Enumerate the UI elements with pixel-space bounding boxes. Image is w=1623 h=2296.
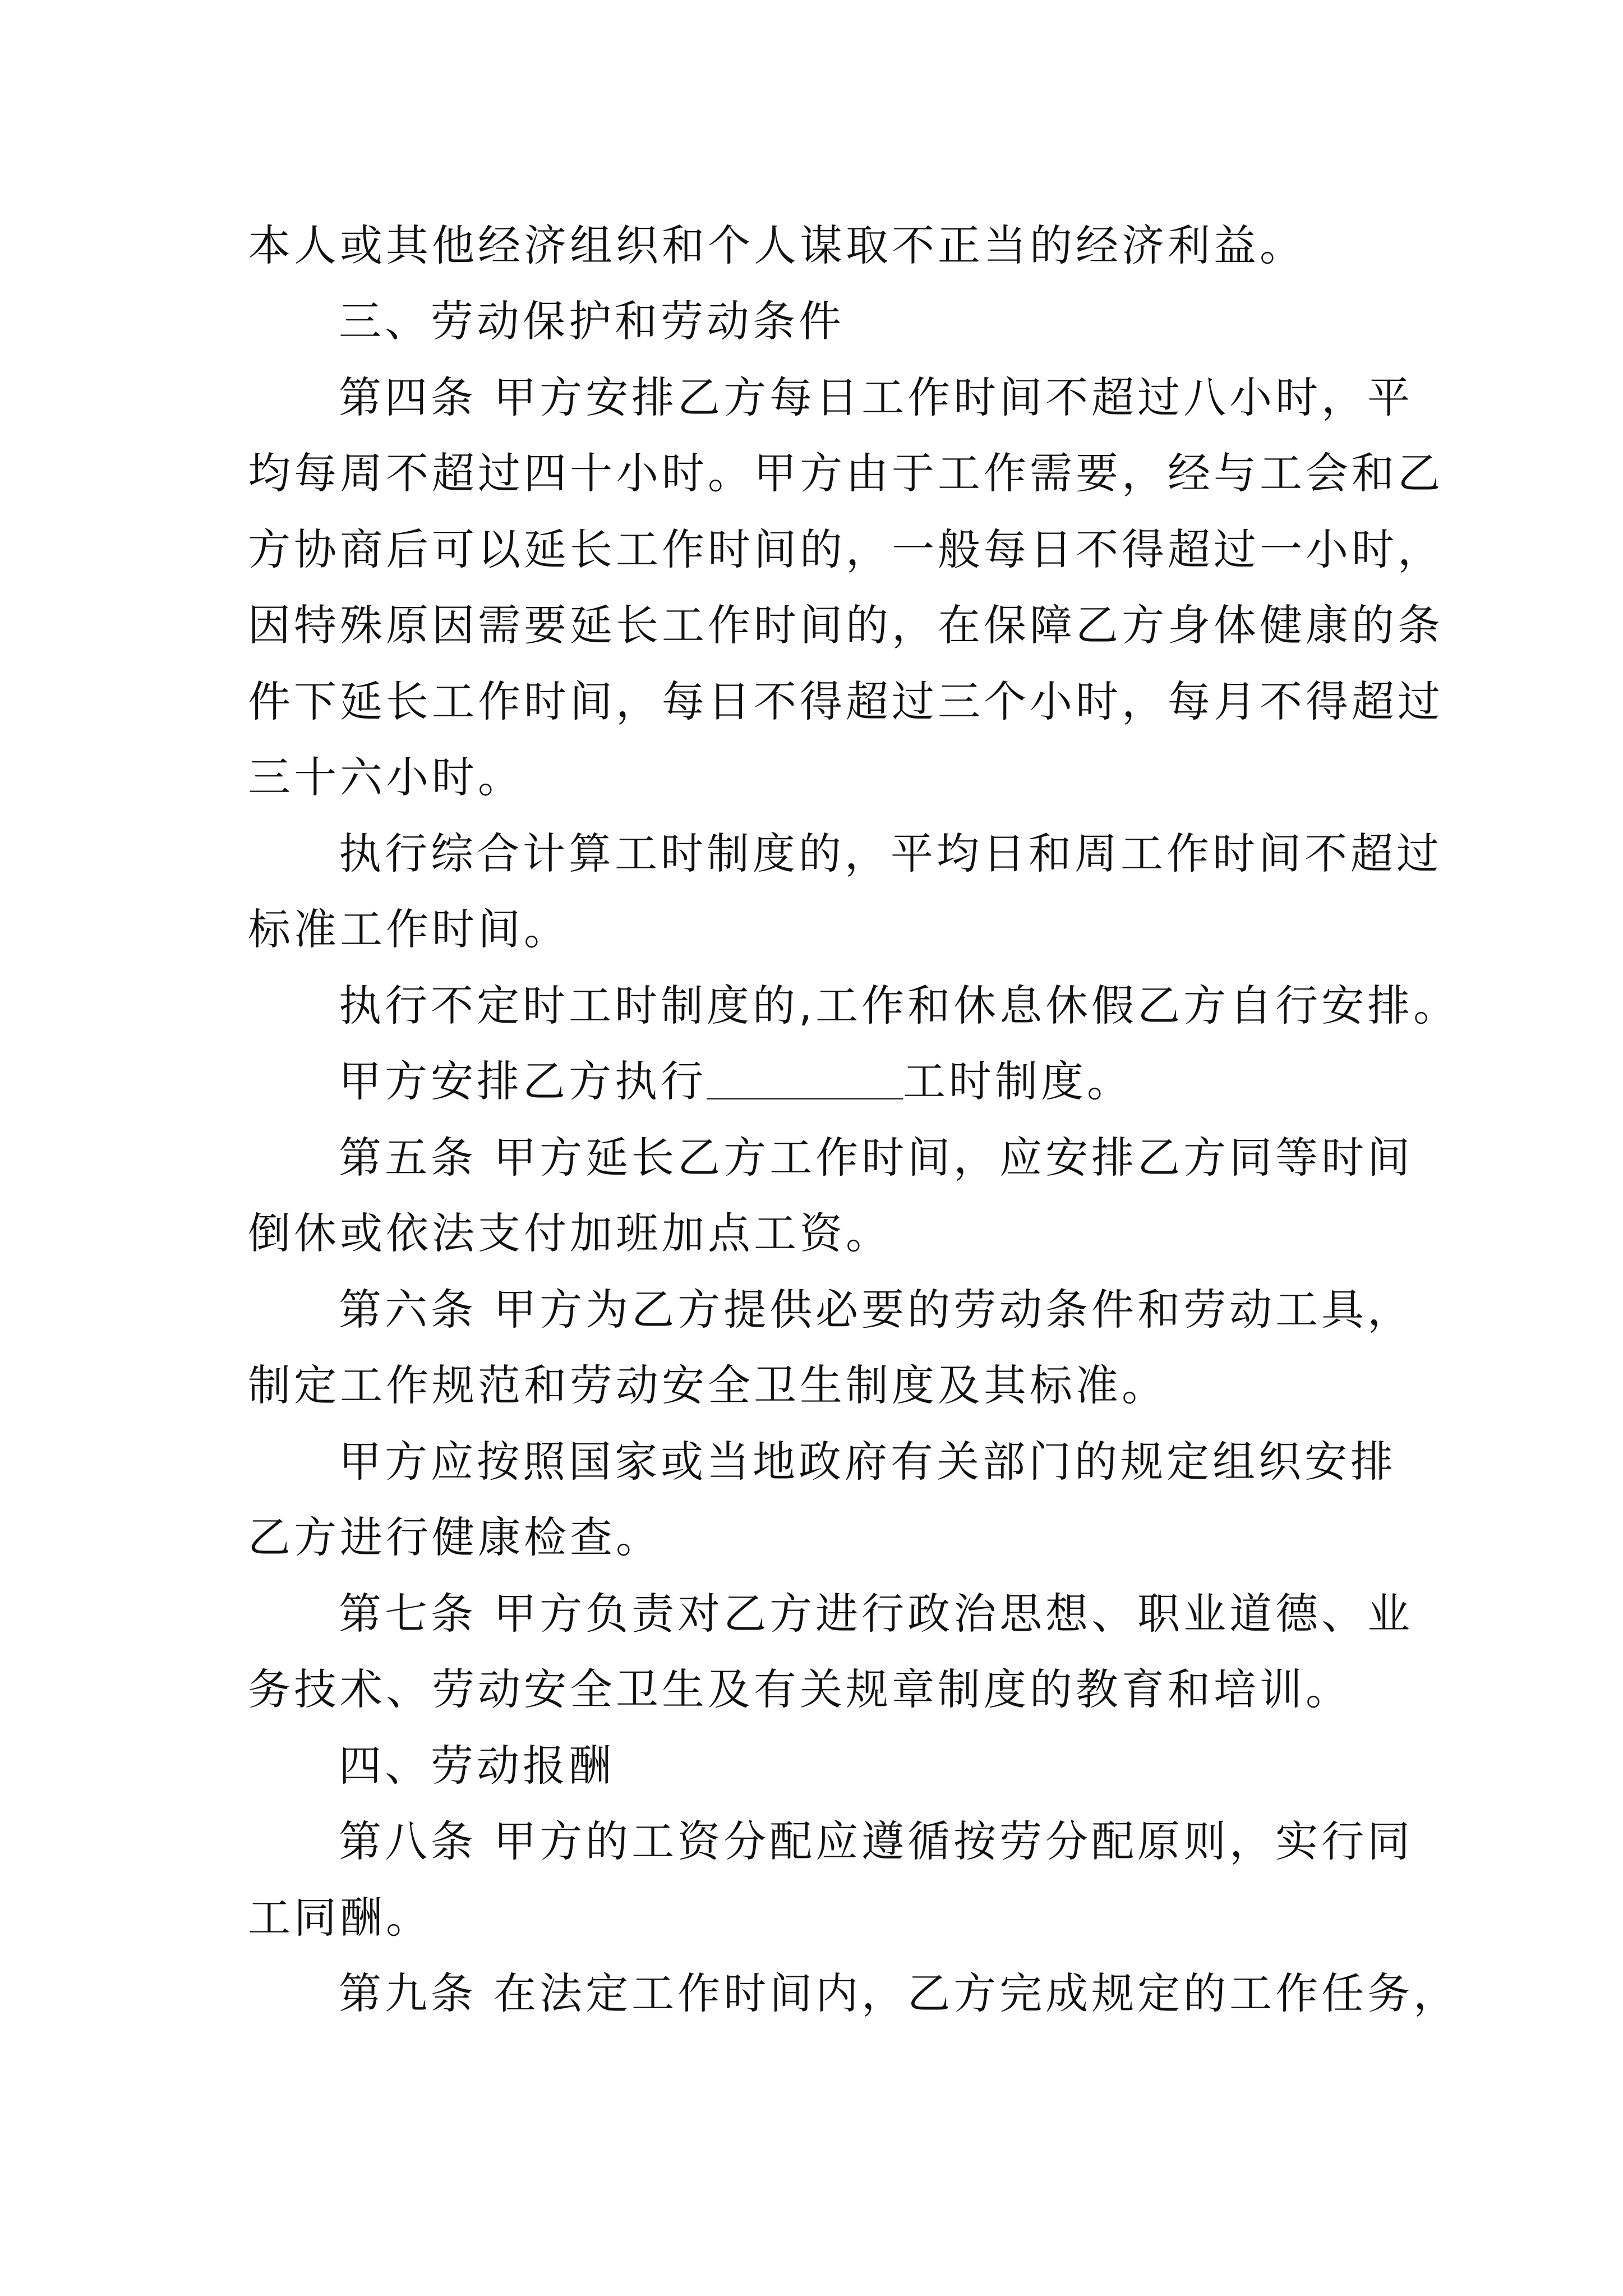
text-line: 制定工作规范和劳动安全卫生制度及其标准。 xyxy=(248,1360,1168,1410)
text-line-with-blank xyxy=(339,1053,1133,1110)
fill-in-blank[interactable] xyxy=(707,1054,903,1099)
text-line: 工同酬。 xyxy=(248,1893,432,1943)
text-line: 第五条 甲方延长乙方工作时间，应安排乙方同等时间 xyxy=(339,1133,1414,1182)
text-line: 务技术、劳动安全卫生及有关规章制度的教育和培训。 xyxy=(248,1664,1352,1714)
text-line: 第八条 甲方的工资分配应遵循按劳分配原则，实行同 xyxy=(339,1816,1414,1866)
text-line: 三十六小时。 xyxy=(248,752,524,802)
text-line: 执行综合计算工时制度的，平均日和周工作时间不超过 xyxy=(339,829,1442,878)
text-segment: 工时制度。 xyxy=(903,1056,1133,1106)
text-line: 第九条 在法定工作时间内，乙方完成规定的工作任务， xyxy=(339,1968,1460,2018)
text-line: 均每周不超过四十小时。甲方由于工作需要，经与工会和乙 xyxy=(248,448,1444,498)
text-line: 第七条 甲方负责对乙方进行政治思想、职业道德、业 xyxy=(339,1589,1414,1639)
text-line: 第四条 甲方安排乙方每日工作时间不超过八小时，平 xyxy=(339,372,1414,422)
text-line: 执行不定时工时制度的,工作和休息休假乙方自行安排。 xyxy=(339,981,1460,1030)
text-line: 倒休或依法支付加班加点工资。 xyxy=(248,1208,892,1258)
section-heading: 三、劳动保护和劳动条件 xyxy=(339,296,845,346)
text-line: 乙方进行健康检查。 xyxy=(248,1512,662,1562)
text-line: 第六条 甲方为乙方提供必要的劳动条件和劳动工具， xyxy=(339,1285,1414,1335)
text-line: 本人或其他经济组织和个人谋取不正当的经济利益。 xyxy=(248,220,1306,270)
text-line: 件下延长工作时间，每日不得超过三个小时，每月不得超过 xyxy=(248,677,1444,726)
text-line: 标准工作时间。 xyxy=(248,904,570,954)
text-line: 方协商后可以延长工作时间的，一般每日不得超过一小时， xyxy=(248,524,1444,574)
text-segment: 甲方安排乙方执行 xyxy=(339,1056,707,1106)
text-line: 甲方应按照国家或当地政府有关部门的规定组织安排 xyxy=(339,1437,1396,1487)
text-line: 因特殊原因需要延长工作时间的，在保障乙方身体健康的条 xyxy=(248,600,1444,650)
section-heading: 四、劳动报酬 xyxy=(339,1741,615,1791)
